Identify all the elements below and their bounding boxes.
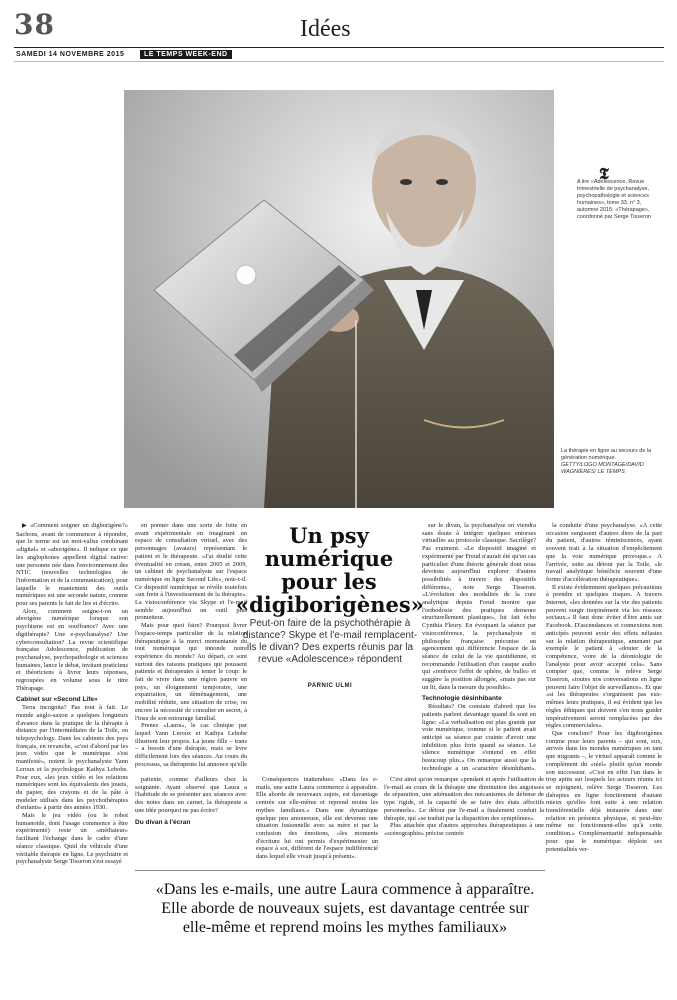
paragraph: Il existe évidemment quelques précautions à prendre et quelques risques. A travers Internet, «les données sur la vie des patients peuvent surgir inopinément via les réseaux sociaux.» Il faut donc éviter d'être amis sur Facebook. D'ascendances et connexions non anticipés peuvent avoir des effets néfastes sur la relation thérapeutique, amenant par exemple le patient à «douter de la compétence, voire de la déontologie de l'analyste pour avoir accepté cela». Sans compter que, comme le relève Serge Tisseron, «toutes nos conversations en ligne peuvent faire l'objet de surveillance». Et que «si les thérapeutes s'organisent pas eux-mêmes leurs pratiques, il est évident que les règles éthiques qui doivent s'en nous guider impérativement seront remplacées par des règles commerciales». (546, 583, 662, 730)
paragraph: Terra incognita? Pas tout à fait. Le monde anglo-saxon a quelques longueurs d'avance dans la pratique de la thérapie à distance par l'intermédiaire de la Toile, ou telepsychology. Dans les cabinets des psys français, en revanche, «c'est d'abord par les jeux vidéo que le numérique s'est manifesté», notent le psychanalyste Yann Leroux et la psychologue Kathya Lebobe. Pour eux, «les jeux vidéo et les relations numériques sont les équivalents des jouets, du papier, des crayons et de la pâte à modeler utilisés dans les psychothérapies d'enfants» à partir des années 1930. (16, 704, 128, 812)
publication-badge: LE TEMPS WEEK-END (140, 50, 232, 59)
paragraph: Alors, comment soigne-t-on un aborigène numérique lorsque son psychisme est en souffrance? Avec une digithérapie? Une e-psychanalyse? Une cyberconsultation? La revue scientifique française Adolescence, publication de psychanalyse, psychopathologie et sciences humaines, lance le débat, invitant praticiens et théoriciens à livrer leurs réponses, regroupées en volume sous le titre Thérapage. (16, 607, 128, 692)
article-column-7 (546, 522, 662, 992)
paragraph: C'est ainsi qu'on remarque «pendant et après l'utilisation de l'e-mail au cours de la thérapie une diminution des angoisses de séparation, une atténuation des mécanismes de défense de type rigide, et la capacité de se faire des états affectifs personnels». Le détour par l'e-mail a finalement conduit la thérapie, qui «se traduit par la disparition des symptômes». (384, 776, 544, 822)
subheading: Technologie désinhibante (422, 695, 502, 703)
header-rule (14, 47, 664, 48)
paragraph: en ponner dans une sorte de fuite en avant expérimentale en imaginant un espace de consultation virtuel, avec des personnages (avatars) représentant le patient et le thérapeute. «J'ai étudié cette éventualité en créant, entre 2005 et 2009, un cabinet de psychanalyste sur l'espace numérique en ligne Second Life», note-t-il. Ce dispositif numérique se révèle toutefois «un frein à l'investissement de la thérapie». La visioconférence via Skype et l'e-mail semble aujourd'hui un outil plus prometteur. (135, 522, 247, 622)
paragraph: Conséquences inattendues: «Dans les e-mails, une autre Laura commence à apparaître. Elle aborde de nouveaux sujets, est davantage centrée sur elle-même et reprend moins les mythes familiaux.» Dans une dynamique quelque peu amoureuse, elle est devenue une situation fusionnelle avec sa mère et par la confusion des émotions, «les moments d'écriture lui ont permis d'expérimenter un espace à soi, différent de l'espace indifférencié dans lequel elle vivait jusqu'à présent». (256, 776, 378, 861)
page-number: 38 (14, 8, 55, 41)
reading-box-text: A lire «Adolescence. Revue trimestrielle de psychanalyse, psychopathologie et sciences humaines», tome 33, n° 3, automne 2015: «Thérapage», coordonné par Serge Tisseron (577, 179, 651, 220)
reading-box (577, 164, 663, 221)
pull-quote: «Dans les e-mails, une autre Laura commence à apparaître. Elle aborde de nouveaux sujets, est davantage centrée sur elle-même et reprend moins les mythes familiaux» (155, 881, 535, 936)
article-column-2 (135, 522, 247, 769)
paragraph: la conduite d'une psychanalyse. «A cette occasion surgissent d'autres dires de la part du patient, d'autres réminiscences, ayant souvent trait à la situation d'empêchement que la voie numérique provoque.» A l'arrivée, suite au détour par la Toile, «le travail analytique bénéficie souvent d'une forme d'accélération thérapeutique». (546, 522, 662, 583)
article-column-6 (422, 522, 536, 772)
paragraph: ▶ «Comment soigner un digborigène?» Sachons, avant de commencer à répondre, que le terme est un mot-valise combinant «digital» et «aborigène». Il indique ce que les anglophones appellent digital native: une personne née dans l'environnement des NTIC (nouvelles technologies de l'information et de la communication), pour laquelle le maniement des outils numériques est une seconde nature, comme pour ses parents le fait de lire et d'écrire. (16, 522, 128, 608)
freud-laptop-illustration (124, 90, 554, 508)
photo-credit: GETTY/LOGO MONTAGE/DAVID WAGNIÈRES/ LE TEMPS (561, 462, 644, 475)
subheading: Cabinet sur «Second Life» (16, 696, 98, 704)
paragraph: Que conclure? Pour les digiborigènes comme pour leurs parents – qui sont, eux, arrivés dans les mondes numériques en tant que migrants –, le virtuel apparaît comme le complément du «réel» plutôt qu'un monde son successeur. «C'est en effet l'un dans le trop aptits sur lesquels les acteurs réunis ici se rejoignent, relève Serge Tisseron. Les thérapies en ligne fonctionnent d'autant mieux qu'elles font suite à une relation transférentielle déjà instaurée dans une relation en présence physique, et peut-être même ne fonctionnent-elles qu'à cette condition.» Complémentarité indispensable pour que le numérique déploie ses potentialités ver- (546, 729, 662, 853)
article-column-5 (384, 776, 544, 872)
publication-logo: 𝕿 (599, 164, 609, 183)
paragraph: sur le divan, la psychanalyse en viendra sans doute à intégrer quelques entorses virtuelles au protocole classique. Sacrilège? Pas vraiment. «Le dispositif imaginé et expérimenté par Freud n'aurait été qu'un cas particulier d'une théorie générale dont nous devrions aujourd'hui explorer d'autres possibilités à travers des dispositifs différents», note Serge Tisseron. «L'évolution des modalités de la cure analytique depuis Freud montre que l'orthodoxie des pratiques demeure structurellement plastique», lui fait écho Cynthia Fleury. En évoquant la séance par visioconférence, la psychanalyste et philosophe française préconise un agencement qui différencie l'espace de la séance de celui de la vie quotidienne, et recommande l'utilisation d'un casque audio qui «renforce l'effet de sphère, de bulle» et suggère la position allongée, «mais pas sur un lit, dans la mesure du possible». (422, 522, 536, 691)
photo-caption (561, 448, 661, 476)
illustration-photo (124, 90, 554, 508)
article-column-1 (16, 522, 128, 992)
section-title: Idées (300, 16, 351, 42)
article-column-4 (256, 776, 378, 872)
article-headline: Un psy numérique pour les «digiborigènes» (236, 523, 424, 617)
article-column-3 (135, 776, 247, 872)
paragraph: patiente, comme d'ailleurs chez la soignante. Ayant observé que Laura a l'habitude de se présenter aux séances avec des notes dans un carnet, la thérapeute a une idée pourquoi ne pas écrire? (135, 776, 247, 814)
paragraph: Résultats? On constate d'abord que les patients parlent davantage quand ils sont en ligne: «La verbalisation est plus grande par voie numérique, comme si le patient avait anticipé sa séance par crainte d'avoir une inhibition plus forte quand sa séance. Le silence numérique s'entend en effet beaucoup plus.» On remarque aussi que la technologie a un «caractère désinhibant». (422, 703, 536, 772)
photo-caption-text: La thérapie en ligne au secours de la génération numérique. (561, 448, 652, 461)
subheading: Du divan à l'écran (135, 818, 191, 826)
header-rule-thin (14, 61, 664, 62)
article-standfirst: Peut-on faire de la psychothérapie à distance? Skype et l'e-mail remplacent-ils le divan? Des experts réunis par la revue «Adolescence» répondent (242, 618, 418, 665)
article-author: PARNIC ULMI (307, 683, 353, 689)
pull-quote-rule (135, 870, 545, 871)
paragraph: Mais pour quoi faire? Pourquoi livrer l'espace-temps particulier de la relation thérapeutique à la merci momentanée du tout numérique qui innonde notre expérience du monde? Au départ, ce sont surtout des raisons pratiques qui poussent patients et thérapeutes à tenter le coup: le fait de vivre dans une région pauvre en psys, un éloignement temporaire, une expatriation, un déménagement, une mobilité réduite, une situation de crise, ou encore la nécessité de consulter en secret, à l'insu de son entourage familial. (135, 622, 247, 722)
paragraph: Prenez «Laura», le cas clinique par lequel Yann Leroux et Kathya Lebobe illustrent leur propos. La jeune fille – trans – a besoin d'une thérapie, mais se livre difficilement lors des séances. Au cours du processus, sa thérapeute lui annonce qu'elle (135, 722, 247, 768)
issue-date: SAMEDI 14 NOVEMBRE 2015 (16, 51, 125, 58)
paragraph: Mais le jeu vidéo (ou le robot humanoïde, dont l'usage commence à être expérimenté) reste un «médiateur» facilitant l'échange dans le cadre d'une séance classique. Quid du véhicule d'une véritable thérapie en ligne. Le psychiatre et psychanalyste Serge Tisseron s'est essayé (16, 812, 128, 866)
paragraph: Plus attachée que d'autres approches thérapeutiques à une «scénographie» précise centrée (384, 822, 544, 837)
